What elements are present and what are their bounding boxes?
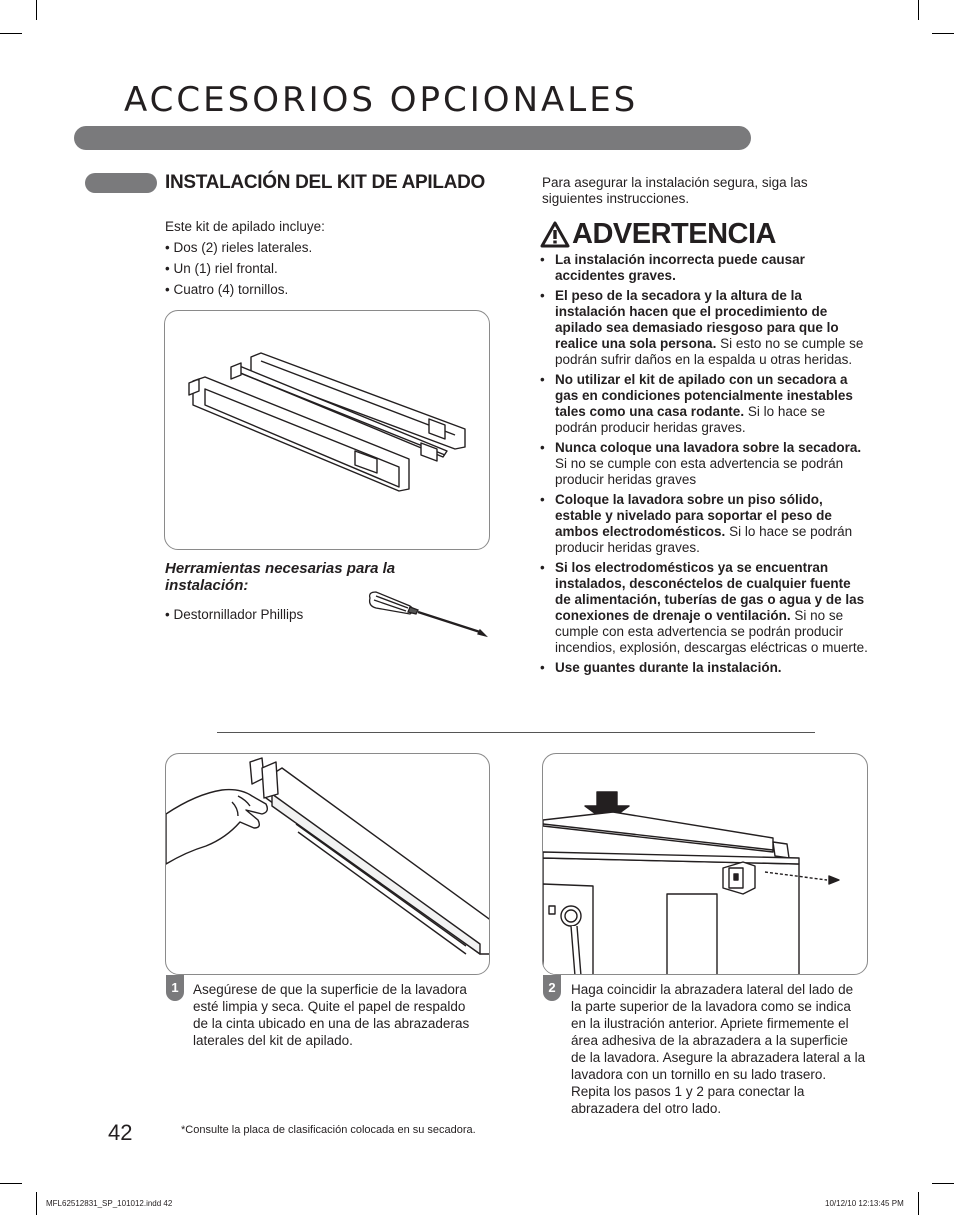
warning-item (540, 252, 870, 284)
warning-list (540, 252, 870, 680)
bullet: • (540, 492, 545, 507)
kit-list (165, 237, 312, 300)
warning-item (540, 660, 870, 676)
step-1-text: Asegúrese de que la superficie de la lavadora esté limpia y seca. Quite el papel de respaldo de la cinta ubicado en una de las abrazaderas laterales del kit de apilado. (193, 982, 470, 1048)
step-1-illustration-frame (165, 753, 490, 975)
print-slug-file: MFL62512831_SP_101012.indd 42 (46, 1199, 173, 1208)
warning-triangle-icon (540, 221, 570, 248)
warning-item-bold: El peso de la secadora y la altura de la instalación hacen que el procedimiento de apilado sea demasiado riesgoso para que lo realice una sola persona. (555, 288, 839, 351)
warning-item-bold: Coloque la lavadora sobre un piso sólido, estable y nivelado para soportar el peso de ambos electrodomésticos. (555, 492, 832, 539)
warning-intro: Para asegurar la instalación segura, siga las siguientes instrucciones. (542, 175, 808, 206)
print-slug-date: 10/12/10 12:13:45 PM (825, 1199, 904, 1208)
warning-item-rest: Si no se cumple con esta advertencia se podrán producir incendios, explosión, descargas eléctricas o muerte. (555, 608, 868, 655)
warning-heading-text: ADVERTENCIA (572, 218, 776, 250)
crop-mark (918, 1192, 919, 1215)
warning-heading (540, 218, 776, 251)
bullet: • (540, 372, 545, 387)
warning-item-bold: No utilizar el kit de apilado con un secadora a gas en condiciones potencialmente inestables tales como una casa rodante. (555, 372, 853, 419)
crop-mark (932, 33, 954, 34)
bullet: • (540, 288, 545, 303)
step-1-number: 1 (166, 975, 184, 1001)
step-2-number: 2 (543, 975, 561, 1001)
tools-item: • Destornillador Phillips (165, 607, 304, 622)
bullet: • (540, 252, 545, 267)
crop-mark (918, 0, 919, 20)
kit-intro: Este kit de apilado incluye: (165, 219, 325, 234)
footnote: *Consulte la placa de clasificación colocada en su secadora. (181, 1124, 476, 1136)
screwdriver-icon (366, 590, 488, 640)
section-divider (217, 732, 815, 733)
warning-item-bold: Nunca coloque una lavadora sobre la secadora. (555, 440, 862, 455)
header-bar (74, 126, 751, 150)
crop-mark (36, 1192, 37, 1215)
bullet: • (540, 660, 545, 675)
stacking-rails-illustration (165, 311, 491, 551)
tools-heading: Herramientas necesarias para la instalación: (165, 560, 396, 594)
crop-mark (0, 33, 22, 34)
warning-item (540, 560, 870, 656)
hand-peeling-tape-illustration (166, 754, 490, 975)
bullet: • (540, 560, 545, 575)
kit-illustration-frame (164, 310, 490, 550)
section-pill (85, 173, 157, 193)
step-2-illustration-frame (542, 753, 868, 975)
crop-mark (36, 0, 37, 20)
washer-bracket-illustration (543, 754, 868, 975)
section-title: INSTALACIÓN DEL KIT DE APILADO (165, 172, 485, 193)
warning-item-rest: Si lo hace se podrán producir heridas graves. (555, 404, 826, 435)
warning-item-rest: Si esto no se cumple se podrán sufrir daños en la espalda u otras heridas. (555, 336, 864, 367)
crop-mark (932, 1183, 954, 1184)
warning-item (540, 440, 870, 488)
warning-item-rest: Si no se cumple con esta advertencia se podrán producir heridas graves (555, 456, 844, 487)
warning-item-bold: Si los electrodomésticos ya se encuentran instalados, desconéctelos de cualquier fuente de alimentación, tuberías de gas o agua y de las conexiones de drenaje o ventilación. (555, 560, 865, 623)
kit-item: • Cuatro (4) tornillos. (165, 282, 289, 297)
page-number: 42 (108, 1120, 133, 1145)
page-title: ACCESORIOS OPCIONALES (124, 80, 639, 120)
warning-item (540, 288, 870, 368)
warning-item-rest: Si lo hace se podrán producir heridas graves. (555, 524, 853, 555)
step-2-text: Haga coincidir la abrazadera lateral del lado de la parte superior de la lavadora como se indica en la ilustración anterior. Apriete firmemente el área adhesiva de la abrazadera a la superficie de la lavadora. Asegure la abrazadera lateral a la lavadora con un tornillo en su lado trasero. Repita los pasos 1 y 2 para conectar la abrazadera del otro lado. (571, 982, 866, 1116)
bullet: • (540, 440, 545, 455)
crop-mark (0, 1183, 22, 1184)
warning-item (540, 492, 870, 556)
warning-item (540, 372, 870, 436)
kit-item: • Un (1) riel frontal. (165, 261, 278, 276)
warning-item-bold: La instalación incorrecta puede causar accidentes graves. (555, 252, 805, 283)
warning-item-bold: Use guantes durante la instalación. (555, 660, 782, 675)
kit-item: • Dos (2) rieles laterales. (165, 240, 313, 255)
